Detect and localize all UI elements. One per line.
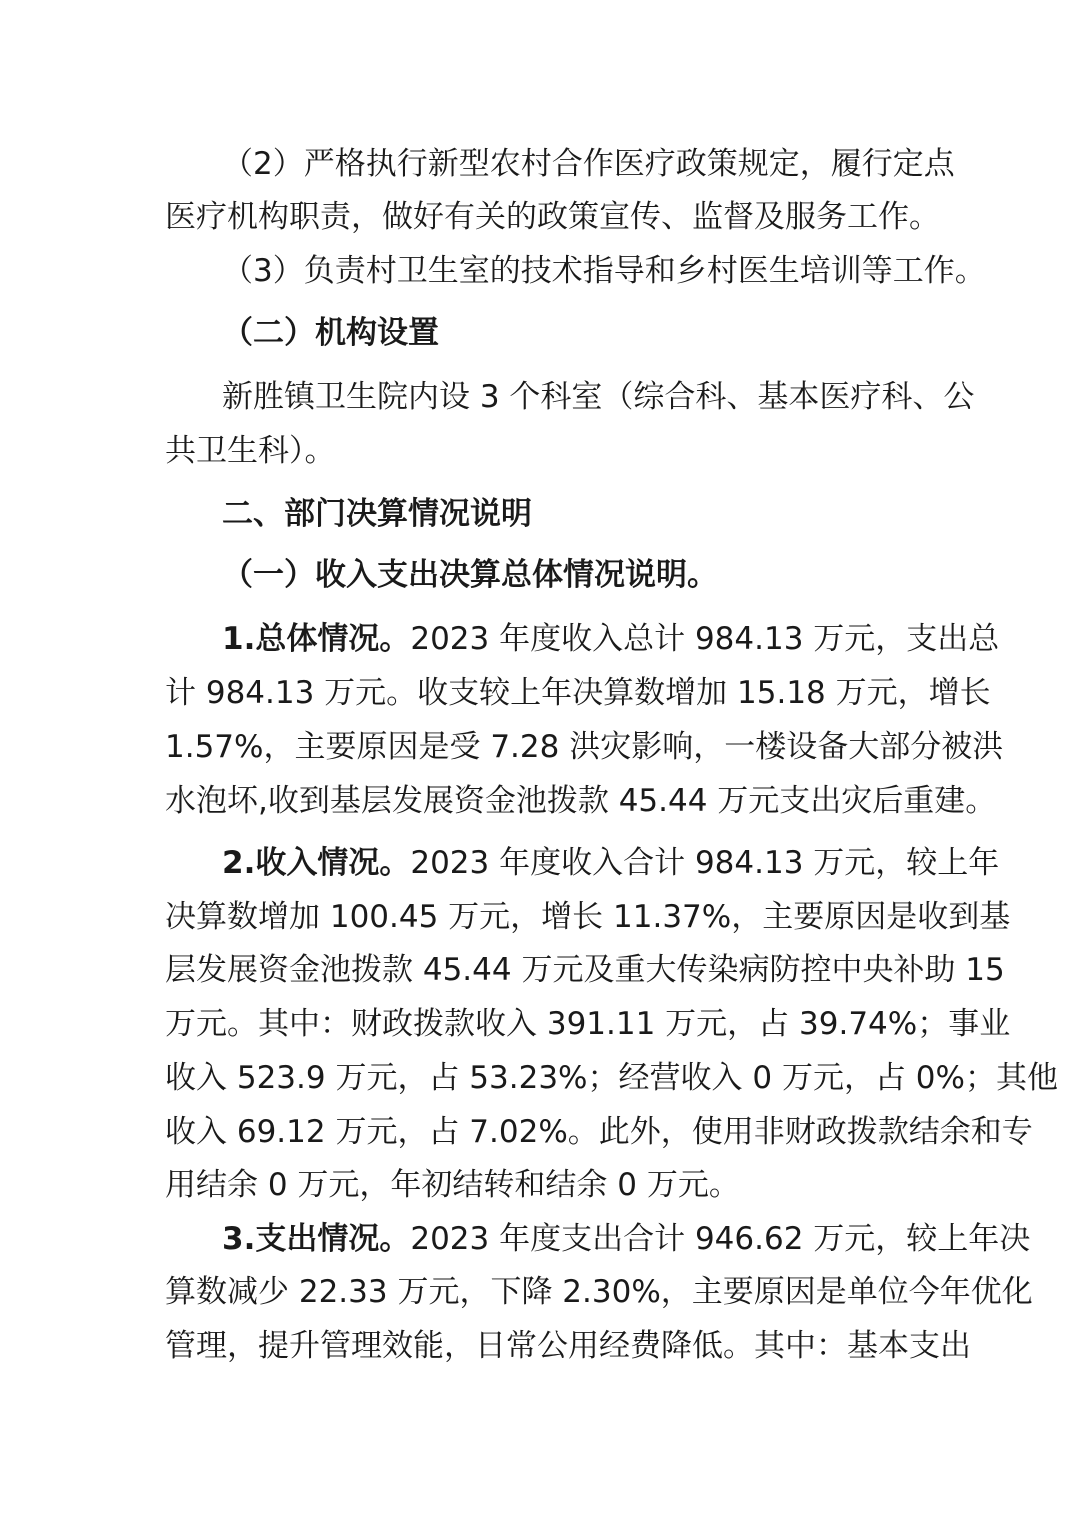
text-line: 医疗机构职责，做好有关的政策宣传、监督及服务工作。 — [165, 199, 940, 235]
text-line: 新胜镇卫生院内设 3 个科室（综合科、基本医疗科、公 — [222, 379, 975, 415]
text-run: 2023 年度支出合计 946.62 万元，较上年决 — [410, 1221, 1031, 1257]
text-line: 收入 523.9 万元，占 53.23%；经营收入 0 万元，占 0%；其他 — [165, 1060, 1058, 1096]
text-line: 层发展资金池拨款 45.44 万元及重大传染病防控中央补助 15 — [165, 952, 1005, 988]
text-line: 共卫生科）。 — [165, 433, 336, 469]
text-line: 决算数增加 100.45 万元，增长 11.37%，主要原因是收到基 — [165, 899, 1011, 935]
text-line: （2）严格执行新型农村合作医疗政策规定，履行定点 — [222, 146, 955, 182]
paragraph-lead: 3.支出情况。 — [222, 1221, 411, 1257]
paragraph-first-line — [0, 1219, 1075, 1259]
text-line: 用结余 0 万元，年初结转和结余 0 万元。 — [165, 1167, 740, 1203]
text-line: 万元。其中：财政拨款收入 391.11 万元，占 39.74%；事业 — [165, 1006, 1011, 1042]
section-heading: （二）机构设置 — [222, 315, 439, 351]
text-run: 2023 年度收入合计 984.13 万元，较上年 — [410, 845, 1000, 881]
paragraph-lead: 1.总体情况。 — [222, 621, 411, 657]
text-line: 计 984.13 万元。收支较上年决算数增加 15.18 万元，增长 — [165, 675, 991, 711]
text-line: 收入 69.12 万元，占 7.02%。此外，使用非财政拨款结余和专 — [165, 1114, 1033, 1150]
text-line: 水泡坏,收到基层发展资金池拨款 45.44 万元支出灾后重建。 — [165, 783, 997, 819]
text-line: （3）负责村卫生室的技术指导和乡村医生培训等工作。 — [222, 253, 986, 289]
text-run: 2023 年度收入总计 984.13 万元，支出总 — [410, 621, 1000, 657]
paragraph-first-line — [0, 619, 1075, 659]
paragraph-first-line — [0, 843, 1075, 883]
text-line: 算数减少 22.33 万元，下降 2.30%，主要原因是单位今年优化 — [165, 1274, 1033, 1310]
text-line: 管理，提升管理效能，日常公用经费降低。其中：基本支出 — [165, 1328, 971, 1364]
chapter-heading: 二、部门决算情况说明 — [222, 496, 532, 532]
paragraph-lead: 2.收入情况。 — [222, 845, 411, 881]
text-line: 1.57%，主要原因是受 7.28 洪灾影响，一楼设备大部分被洪 — [165, 729, 1004, 765]
section-heading: （一）收入支出决算总体情况说明。 — [222, 557, 718, 593]
